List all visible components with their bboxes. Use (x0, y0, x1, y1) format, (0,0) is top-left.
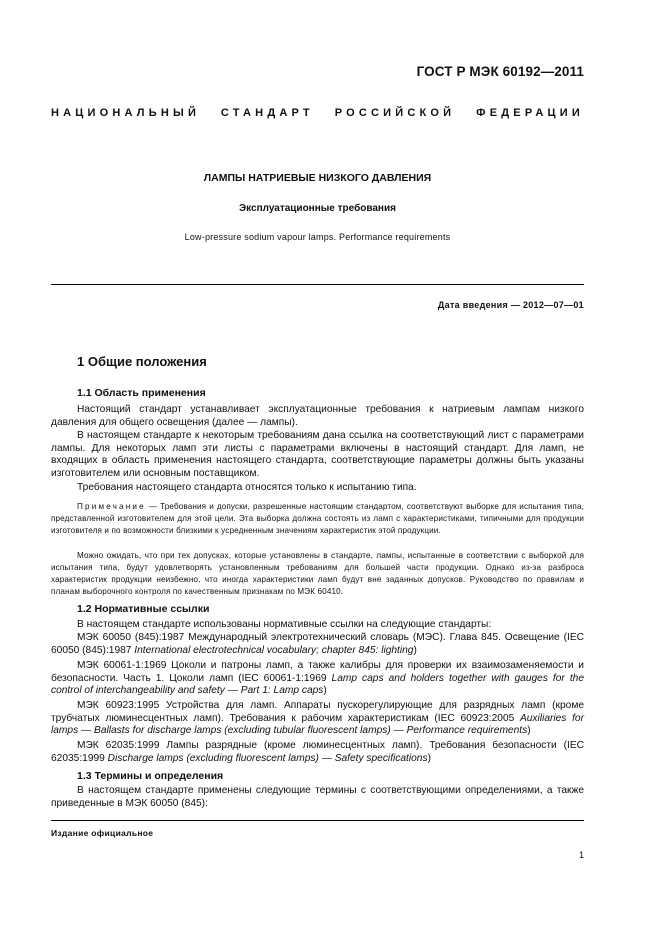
reference-end: ) (527, 725, 531, 737)
section-1-1-heading: 1.1 Область применения (77, 387, 206, 399)
note-text: — Требования и допуски, разрешенные настоящим стандартом, соответствуют выборке для испытания типа, представленной изготовителем для этой цели. Эта выборка должна состоять из ламп с характеристиками, типичными для продукции изготовителя и по возможности близкими к усредненным значениям характеристик этой продукции. (51, 502, 584, 535)
paragraph-text: Настоящий стандарт устанавливает эксплуатационные требования к натриевым лампам низкого давления для общего освещения (далее — лампы). (51, 404, 584, 428)
note-1 (51, 501, 584, 537)
gost-code: ГОСТ Р МЭК 60192—2011 (416, 64, 584, 79)
official-edition-label: Издание официальное (51, 828, 154, 838)
reference-italic-title: International electrotechnical vocabulary; chapter 845: lighting (134, 644, 414, 656)
reference-italic-title: Lamp caps and holders together with gauges for the control of interchangeability and safety — Part 1: Lamp caps (51, 672, 584, 697)
section-1-heading: 1 Общие положения (77, 354, 207, 369)
introduction-date: Дата введения — 2012—07—01 (437, 300, 584, 310)
reference-iec-60050 (51, 632, 584, 657)
reference-italic-title: Discharge lamps (excluding fluorescent lamps) — Safety specifications (107, 752, 428, 764)
note-2 (51, 550, 584, 598)
page-number: 1 (578, 850, 584, 860)
document-title: ЛАМПЫ НАТРИЕВЫЕ НИЗКОГО ДАВЛЕНИЯ (203, 172, 432, 184)
paragraph-text: В настоящем стандарте использованы нормативные ссылки на следующие стандарты: (77, 619, 492, 630)
paragraph-reference-sheets (51, 430, 584, 480)
paragraph-text: В настоящем стандарте к некоторым требованиям дана ссылка на соответствующий лист с параметрами лампы. Для некоторых ламп эти листы с параметрами включены в настоящий стандарт. Для ламп, не входящих в область применения настоящего стандарта, соответствующие параметры должны быть указаны изготовителем или основным поставщиком. (51, 430, 584, 479)
reference-iec-60061 (51, 660, 584, 698)
reference-end: ) (323, 685, 327, 697)
note-text: Можно ожидать, что при тех допусках, которые установлены в стандарте, лампы, испытанные в соответствии с выборкой для испытания типа, будут удовлетворять установленным требованиям для большей части продукции. Однако из-за разброса характеристик продукции неизбежно, что иногда характеристики ламп будут вне заданных допусков. Руководство по правилам и планам выборочного контроля по качественным признакам по МЭК 60410. (51, 551, 584, 596)
paragraph-type-test (51, 482, 584, 495)
english-title: Low-pressure sodium vapour lamps. Performance requirements (184, 232, 451, 242)
reference-end: ) (413, 644, 417, 656)
reference-italic-title: Auxiliaries for lamps — Ballasts for discharge lamps (excluding tubular fluorescent lamps) — Performance requirements (51, 712, 584, 737)
paragraph-normative-intro (51, 619, 584, 632)
paragraph-scope (51, 404, 584, 429)
reference-text: МЭК 60923:1995 Устройства для ламп. Аппараты пускорегулирующие для разрядных ламп (кроме трубчатых люминесцентных ламп). Требования к рабочим характеристикам (IEC 60923:2005 (51, 700, 584, 724)
reference-text: МЭК 60061-1:1969 Цоколи и патроны ламп, а также калибры для проверки их взаимозаменяемости и безопасности. Часть 1. Цоколи ламп (IEC 60061-1:1969 (51, 660, 584, 684)
paragraph-terms-intro (51, 785, 584, 810)
note-label: Примечание (77, 502, 146, 511)
document-subtitle: Эксплуатационные требования (239, 203, 396, 214)
reference-iec-60923 (51, 700, 584, 738)
footer-divider (51, 820, 584, 821)
paragraph-text: В настоящем стандарте применены следующие термины с соответствующими определениями, а также приведенные в МЭК 60050 (845): (51, 785, 584, 809)
reference-text: МЭК 62035:1999 Лампы разрядные (кроме люминесцентных ламп). Требования безопасности (IEC 62035:1999 (51, 740, 584, 764)
reference-iec-62035 (51, 740, 584, 765)
paragraph-text: Требования настоящего стандарта относятся только к испытанию типа. (77, 482, 417, 493)
title-divider (51, 284, 584, 285)
national-standard-banner: НАЦИОНАЛЬНЫЙ СТАНДАРТ РОССИЙСКОЙ ФЕДЕРАЦИИ (51, 107, 584, 119)
section-1-3-heading: 1.3 Термины и определения (77, 770, 224, 782)
reference-text: МЭК 60050 (845):1987 Международный электротехнический словарь (МЭС). Глава 845. Освещение (IEC 60050 (845):1987 (51, 632, 584, 656)
reference-end: ) (427, 752, 431, 764)
section-1-2-heading: 1.2 Нормативные ссылки (77, 603, 210, 615)
